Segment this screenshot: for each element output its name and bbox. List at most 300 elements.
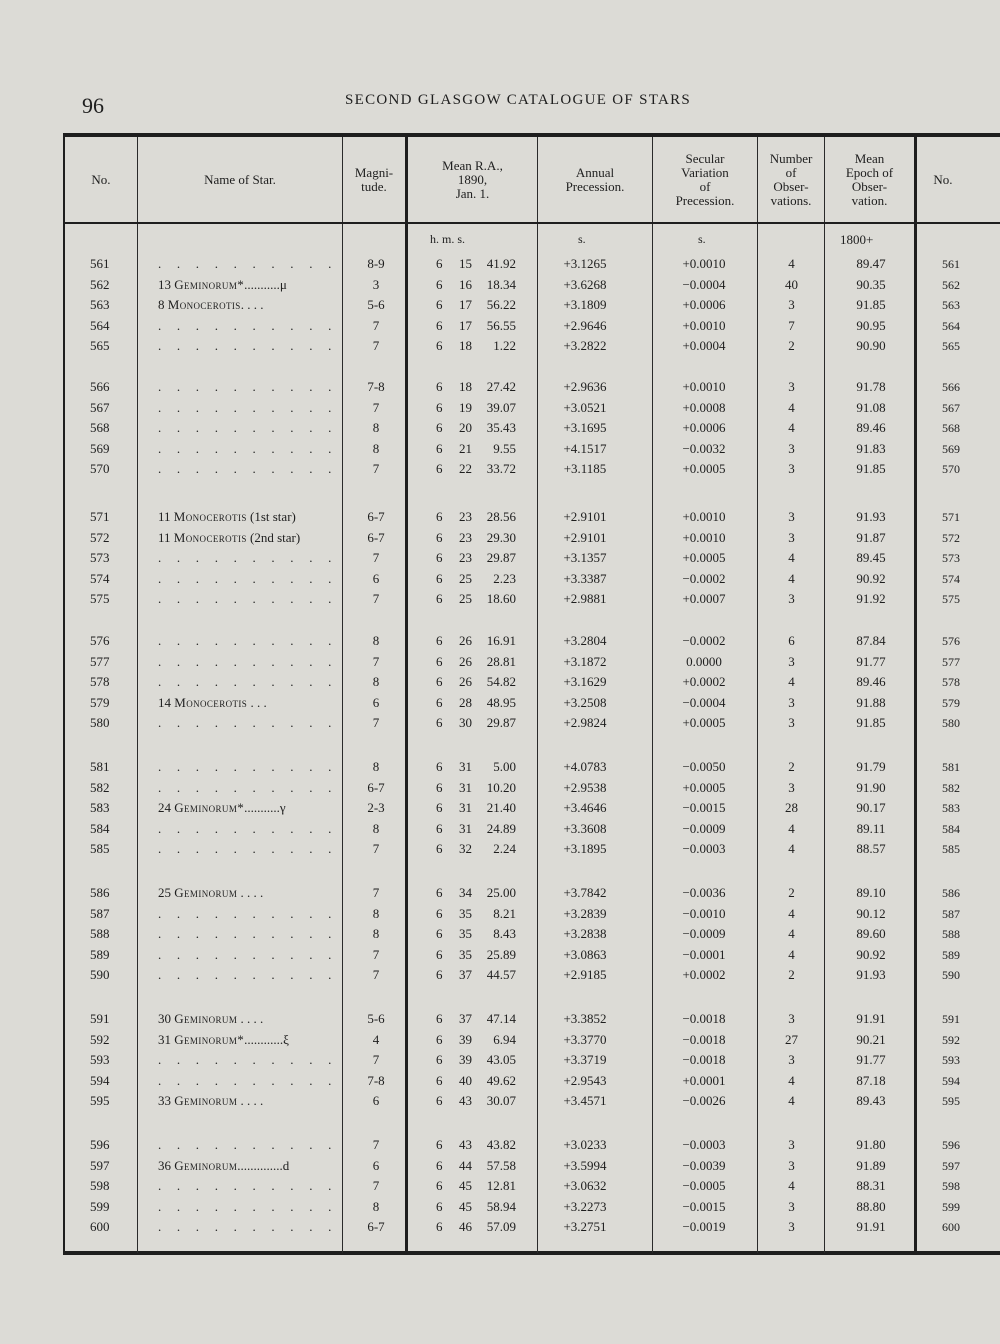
secular-variation: −0.0010 <box>682 905 726 921</box>
ra-minutes: 20 <box>459 420 472 435</box>
number-of-observations: 4 <box>788 820 795 836</box>
page-number: 96 <box>82 93 104 118</box>
ra-seconds: 30.07 <box>486 1093 516 1108</box>
star-number-right: 590 <box>942 968 960 982</box>
secular-variation: −0.0004 <box>682 694 726 710</box>
star-name-leader: . . . . . . . . . . <box>158 399 338 415</box>
star-name-leader: . . . . . . . . . . <box>158 653 338 669</box>
star-number-right: 565 <box>942 339 960 353</box>
magnitude: 7-8 <box>367 379 385 394</box>
number-of-observations: 4 <box>788 841 795 856</box>
ra-minutes: 17 <box>459 297 472 312</box>
mean-epoch: 89.43 <box>856 1093 886 1108</box>
star-number-right: 569 <box>942 441 960 456</box>
running-head: SECOND GLASGOW CATALOGUE OF STARS <box>345 92 692 108</box>
mean-ra <box>436 399 516 417</box>
mean-epoch: 89.11 <box>856 820 886 836</box>
ra-minutes: 35 <box>459 946 472 962</box>
mean-epoch: 90.35 <box>856 276 886 292</box>
mean-epoch: 90.92 <box>856 946 886 962</box>
annual-precession: +3.1265 <box>563 256 607 271</box>
star-number-right: 570 <box>942 462 960 476</box>
mean-ra <box>436 508 516 526</box>
number-of-observations: 4 <box>788 1093 795 1108</box>
annual-precession: +3.2838 <box>563 926 607 941</box>
constellation-name: Geminorum* <box>174 276 245 292</box>
mean-ra <box>436 378 516 396</box>
secular-variation: +0.0005 <box>682 715 726 730</box>
magnitude: 5-6 <box>367 1011 385 1026</box>
star-name <box>158 529 340 547</box>
number-of-observations: 3 <box>788 1219 795 1234</box>
ra-minutes: 26 <box>459 674 472 689</box>
ra-minutes: 43 <box>459 1137 472 1152</box>
ra-minutes: 34 <box>459 885 472 900</box>
star-name <box>158 1092 340 1110</box>
star-number-right: 591 <box>942 1012 960 1026</box>
star-name-suffix: . . . . <box>240 297 264 312</box>
number-of-observations: 6 <box>788 633 795 648</box>
magnitude: 8 <box>372 420 380 435</box>
secular-variation: 0.0000 <box>686 653 722 669</box>
header-annual-precession: Annual Precession. <box>565 165 625 194</box>
ra-hours: 6 <box>436 1157 443 1173</box>
number-of-observations: 7 <box>788 317 795 333</box>
ra-seconds: 43.05 <box>486 1052 516 1067</box>
mean-ra <box>436 276 516 294</box>
number-of-observations: 3 <box>788 1137 795 1152</box>
ra-hours: 6 <box>436 338 443 353</box>
mean-epoch: 91.91 <box>856 1219 886 1234</box>
constellation-name: Monocerotis <box>174 694 248 710</box>
column-rule <box>537 137 538 1253</box>
ra-seconds: 29.87 <box>486 715 516 730</box>
star-number-right: 584 <box>942 821 960 836</box>
mean-ra <box>436 840 516 858</box>
mean-ra <box>436 714 516 732</box>
secular-variation: −0.0015 <box>682 1198 726 1214</box>
ra-hours: 6 <box>436 399 443 415</box>
annual-precession: +3.1357 <box>563 550 607 565</box>
star-number-right: 566 <box>942 380 960 394</box>
star-name-leader: . . . . . . . . . . <box>158 841 338 856</box>
annual-precession: +2.9646 <box>563 317 607 333</box>
number-of-observations: 28 <box>785 800 798 815</box>
ra-seconds: 39.07 <box>486 399 516 415</box>
star-name-suffix: (1st star) <box>246 509 296 524</box>
number-of-observations: 3 <box>788 591 795 606</box>
mean-ra <box>436 337 516 355</box>
ra-hours: 6 <box>436 461 443 476</box>
star-name-suffix: ..............d <box>237 1157 290 1173</box>
ra-hours: 6 <box>436 841 443 856</box>
star-number-right: 588 <box>942 927 960 941</box>
annual-precession: +3.3719 <box>563 1052 607 1067</box>
number-of-observations: 3 <box>788 379 795 394</box>
ra-seconds: 25.89 <box>486 946 516 962</box>
ra-minutes: 23 <box>459 529 472 545</box>
ra-seconds: 43.82 <box>486 1137 516 1152</box>
secular-variation: +0.0006 <box>682 420 726 435</box>
column-rule <box>405 137 408 1253</box>
mean-epoch: 91.80 <box>856 1137 886 1152</box>
mean-ra <box>436 296 516 314</box>
number-of-observations: 4 <box>788 550 795 565</box>
number-of-observations: 3 <box>788 529 795 545</box>
number-of-observations: 3 <box>788 1198 795 1214</box>
annual-precession: +2.9538 <box>563 779 607 795</box>
mean-epoch: 91.93 <box>856 967 886 982</box>
secular-variation: −0.0009 <box>682 820 726 836</box>
star-number: 576 <box>90 633 110 648</box>
star-name-leader: . . . . . . . . . . <box>158 715 338 730</box>
star-number-right: 574 <box>942 571 960 586</box>
star-number-right: 561 <box>942 257 960 271</box>
mean-ra <box>436 779 516 797</box>
annual-precession: +3.3852 <box>563 1011 607 1026</box>
magnitude: 8 <box>372 633 380 648</box>
column-rule <box>652 137 653 1253</box>
ra-hours: 6 <box>436 1093 443 1108</box>
ra-hours: 6 <box>436 926 443 941</box>
annual-precession: +3.0521 <box>563 399 607 415</box>
ra-seconds: 18.34 <box>486 276 516 292</box>
star-number: 579 <box>90 694 110 710</box>
ra-hours: 6 <box>436 420 443 435</box>
ra-hours: 6 <box>436 1072 443 1088</box>
star-number: 586 <box>90 885 110 900</box>
star-number-right: 567 <box>942 400 960 415</box>
mean-epoch: 89.46 <box>856 420 886 435</box>
mean-epoch: 91.83 <box>856 440 886 456</box>
constellation-name: Geminorum <box>174 1011 238 1026</box>
mean-epoch: 91.91 <box>856 1011 886 1026</box>
mean-ra <box>436 1031 516 1049</box>
mean-ra <box>436 1198 516 1216</box>
mean-ra <box>436 905 516 923</box>
secular-variation: −0.0050 <box>682 759 726 774</box>
star-name <box>158 694 340 712</box>
header-no-right: No. <box>933 172 953 187</box>
secular-variation: −0.0002 <box>682 633 726 648</box>
mean-epoch: 91.89 <box>856 1157 886 1173</box>
mean-ra <box>436 799 516 817</box>
ra-minutes: 46 <box>459 1219 472 1234</box>
mean-epoch: 91.78 <box>856 379 886 394</box>
annual-precession: +2.9185 <box>563 967 607 982</box>
mean-ra <box>436 419 516 437</box>
star-designation: 24 <box>158 800 175 815</box>
star-number: 582 <box>90 779 110 795</box>
secular-variation: +0.0010 <box>682 379 726 394</box>
star-name-leader: . . . . . . . . . . <box>158 1137 338 1152</box>
star-number: 566 <box>90 379 110 394</box>
ra-minutes: 31 <box>459 820 472 836</box>
star-name-leader: . . . . . . . . . . <box>158 779 338 795</box>
ra-hours: 6 <box>436 276 443 292</box>
star-name-suffix: (2nd star) <box>246 529 301 545</box>
number-of-observations: 3 <box>788 715 795 730</box>
star-designation: 14 <box>158 694 175 710</box>
ra-hours: 6 <box>436 1178 443 1193</box>
magnitude: 7 <box>372 885 380 900</box>
star-name-leader: . . . . . . . . . . <box>158 1052 338 1067</box>
mean-epoch: 90.17 <box>856 800 886 815</box>
mean-ra <box>436 1051 516 1069</box>
ra-hours: 6 <box>436 1031 443 1047</box>
mean-ra <box>436 1072 516 1090</box>
mean-epoch: 91.79 <box>856 759 886 774</box>
star-number-right: 592 <box>942 1032 960 1047</box>
star-number-right: 600 <box>942 1220 960 1234</box>
ra-hours: 6 <box>436 694 443 710</box>
star-name-leader: . . . . . . . . . . <box>158 1219 338 1234</box>
star-number: 561 <box>90 256 110 271</box>
star-number-right: 580 <box>942 716 960 730</box>
annual-precession: +3.1872 <box>563 653 607 669</box>
annual-precession: +2.9881 <box>563 591 607 606</box>
magnitude: 7 <box>372 550 380 565</box>
mean-ra <box>436 758 516 776</box>
annual-precession: +3.3770 <box>563 1031 607 1047</box>
mean-ra <box>436 694 516 712</box>
header-mean-ra: Mean R.A., 1890, Jan. 1. <box>442 158 503 201</box>
ra-minutes: 45 <box>459 1178 472 1193</box>
ra-hours: 6 <box>436 905 443 921</box>
mean-ra <box>436 1136 516 1154</box>
star-number-right: 571 <box>942 510 960 524</box>
units-epoch: 1800+ <box>840 232 874 247</box>
ra-hours: 6 <box>436 633 443 648</box>
annual-precession: +3.2804 <box>563 633 607 648</box>
star-name <box>158 884 340 902</box>
star-number-right: 593 <box>942 1053 960 1067</box>
number-of-observations: 3 <box>788 297 795 312</box>
star-number: 562 <box>90 276 110 292</box>
constellation-name: Monocerotis <box>173 529 247 545</box>
star-designation: 30 <box>158 1011 175 1026</box>
star-number: 563 <box>90 297 110 312</box>
star-designation: 11 <box>158 509 174 524</box>
ra-seconds: 41.92 <box>486 256 516 271</box>
secular-variation: −0.0001 <box>682 946 726 962</box>
ra-minutes: 15 <box>459 256 472 271</box>
star-name-leader: . . . . . . . . . . <box>158 674 338 689</box>
ra-minutes: 37 <box>459 967 472 982</box>
number-of-observations: 2 <box>788 885 795 900</box>
star-number: 591 <box>90 1011 110 1026</box>
ra-seconds: 1.22 <box>493 338 516 353</box>
star-name <box>158 296 340 314</box>
ra-hours: 6 <box>436 885 443 900</box>
mean-ra <box>436 317 516 335</box>
secular-variation: −0.0036 <box>682 885 726 900</box>
ra-seconds: 6.94 <box>493 1031 516 1047</box>
secular-variation: −0.0018 <box>682 1052 726 1067</box>
number-of-observations: 3 <box>788 1157 795 1173</box>
number-of-observations: 3 <box>788 509 795 524</box>
ra-hours: 6 <box>436 800 443 815</box>
annual-precession: +2.9636 <box>563 379 607 394</box>
star-name-leader: . . . . . . . . . . <box>158 570 338 586</box>
star-number: 575 <box>90 591 110 606</box>
mean-ra <box>436 673 516 691</box>
star-number-right: 599 <box>942 1199 960 1214</box>
star-number-right: 598 <box>942 1179 960 1193</box>
number-of-observations: 3 <box>788 440 795 456</box>
mean-epoch: 91.88 <box>856 694 886 710</box>
secular-variation: −0.0009 <box>682 926 726 941</box>
number-of-observations: 4 <box>788 1178 795 1193</box>
annual-precession: +2.9101 <box>563 509 607 524</box>
secular-variation: +0.0007 <box>682 591 726 606</box>
magnitude: 7 <box>372 1137 380 1152</box>
star-name-leader: . . . . . . . . . . <box>158 759 338 774</box>
secular-variation: +0.0010 <box>682 529 726 545</box>
magnitude: 8 <box>372 905 380 921</box>
header-name: Name of Star. <box>204 172 276 187</box>
column-rule <box>342 137 343 1253</box>
magnitude: 7 <box>372 591 380 606</box>
star-number: 587 <box>90 905 110 921</box>
constellation-name: Geminorum* <box>174 800 245 815</box>
header-magnitude: Magni- tude. <box>354 165 394 194</box>
mean-epoch: 88.80 <box>856 1198 886 1214</box>
star-number: 599 <box>90 1198 110 1214</box>
mean-ra <box>436 460 516 478</box>
secular-variation: +0.0006 <box>682 297 726 312</box>
star-number: 578 <box>90 674 110 689</box>
star-name-suffix: . . . . <box>237 885 264 900</box>
star-number-right: 589 <box>942 947 960 962</box>
annual-precession: +3.5994 <box>563 1157 607 1173</box>
annual-precession: +4.1517 <box>563 440 607 456</box>
star-name-leader: . . . . . . . . . . <box>158 338 338 353</box>
ra-seconds: 25.00 <box>486 885 516 900</box>
number-of-observations: 2 <box>788 759 795 774</box>
mean-epoch: 89.10 <box>856 885 886 900</box>
magnitude: 7 <box>372 461 380 476</box>
magnitude: 6-7 <box>367 509 385 524</box>
header-mean-epoch: Mean Epoch of Obser- vation. <box>845 151 894 208</box>
secular-variation: −0.0015 <box>682 800 726 815</box>
ra-seconds: 9.55 <box>493 440 516 456</box>
mean-epoch: 90.92 <box>856 570 886 586</box>
star-number: 598 <box>90 1178 110 1193</box>
ra-hours: 6 <box>436 256 443 271</box>
magnitude: 7 <box>372 317 380 333</box>
magnitude: 6 <box>372 1093 380 1108</box>
mean-epoch: 91.93 <box>856 509 886 524</box>
star-number: 592 <box>90 1031 110 1047</box>
ra-seconds: 48.95 <box>486 694 516 710</box>
ra-seconds: 2.23 <box>493 570 516 586</box>
star-name <box>158 276 340 294</box>
mean-ra <box>436 1218 516 1236</box>
star-number-right: 583 <box>942 801 960 815</box>
ra-seconds: 16.91 <box>486 633 516 648</box>
ra-hours: 6 <box>436 570 443 586</box>
ra-seconds: 28.81 <box>486 653 516 669</box>
ra-seconds: 58.94 <box>486 1198 516 1214</box>
star-name <box>158 799 340 817</box>
ra-seconds: 29.30 <box>486 529 516 545</box>
magnitude: 6 <box>372 1157 380 1173</box>
star-designation: 31 <box>158 1031 175 1047</box>
star-name-leader: . . . . . . . . . . <box>158 1178 338 1193</box>
mean-ra <box>436 946 516 964</box>
ra-minutes: 19 <box>459 399 472 415</box>
column-rule <box>914 137 917 1253</box>
annual-precession: +3.2839 <box>563 905 607 921</box>
ra-minutes: 28 <box>459 694 472 710</box>
annual-precession: +3.2822 <box>563 338 607 353</box>
number-of-observations: 4 <box>788 905 795 921</box>
annual-precession: +3.0863 <box>563 946 607 962</box>
star-number: 572 <box>90 529 110 545</box>
magnitude: 3 <box>372 276 380 292</box>
mean-ra <box>436 570 516 588</box>
secular-variation: +0.0001 <box>682 1072 726 1088</box>
star-designation: 8 <box>158 297 168 312</box>
star-designation: 11 <box>158 529 174 545</box>
number-of-observations: 3 <box>788 461 795 476</box>
star-name-leader: . . . . . . . . . . <box>158 256 338 271</box>
annual-precession: +3.7842 <box>563 885 607 900</box>
annual-precession: +3.1695 <box>563 420 607 435</box>
star-number-right: 568 <box>942 421 960 435</box>
magnitude: 8 <box>372 674 380 689</box>
ra-minutes: 35 <box>459 905 472 921</box>
mean-epoch: 90.90 <box>856 338 886 353</box>
ra-minutes: 31 <box>459 779 472 795</box>
star-number: 594 <box>90 1072 110 1088</box>
ra-minutes: 26 <box>459 633 472 648</box>
star-name-leader: . . . . . . . . . . <box>158 820 338 836</box>
number-of-observations: 4 <box>788 946 795 962</box>
ra-seconds: 2.24 <box>493 841 516 856</box>
mean-ra <box>436 884 516 902</box>
constellation-name: Geminorum <box>174 885 238 900</box>
ra-seconds: 57.09 <box>486 1219 516 1234</box>
ra-seconds: 57.58 <box>486 1157 516 1173</box>
star-name-leader: . . . . . . . . . . <box>158 379 338 394</box>
ra-seconds: 21.40 <box>486 800 516 815</box>
star-number: 574 <box>90 570 110 586</box>
mean-ra <box>436 925 516 943</box>
secular-variation: −0.0018 <box>682 1011 726 1026</box>
secular-variation: −0.0032 <box>682 440 726 456</box>
ra-minutes: 44 <box>459 1157 472 1173</box>
star-number-right: 579 <box>942 695 960 710</box>
ra-hours: 6 <box>436 440 443 456</box>
annual-precession: +3.4646 <box>563 800 607 815</box>
mean-ra <box>436 255 516 273</box>
ra-seconds: 5.00 <box>493 759 516 774</box>
ra-minutes: 39 <box>459 1031 472 1047</box>
star-number: 580 <box>90 715 110 730</box>
star-number: 583 <box>90 800 110 815</box>
mean-epoch: 91.85 <box>856 461 886 476</box>
secular-variation: +0.0010 <box>682 509 726 524</box>
number-of-observations: 27 <box>785 1031 798 1047</box>
number-of-observations: 3 <box>788 1011 795 1026</box>
star-number: 581 <box>90 759 110 774</box>
star-number-right: 563 <box>942 298 960 312</box>
star-name-suffix: ............ξ <box>244 1031 289 1047</box>
ra-seconds: 35.43 <box>486 420 516 435</box>
magnitude: 6-7 <box>367 779 385 795</box>
